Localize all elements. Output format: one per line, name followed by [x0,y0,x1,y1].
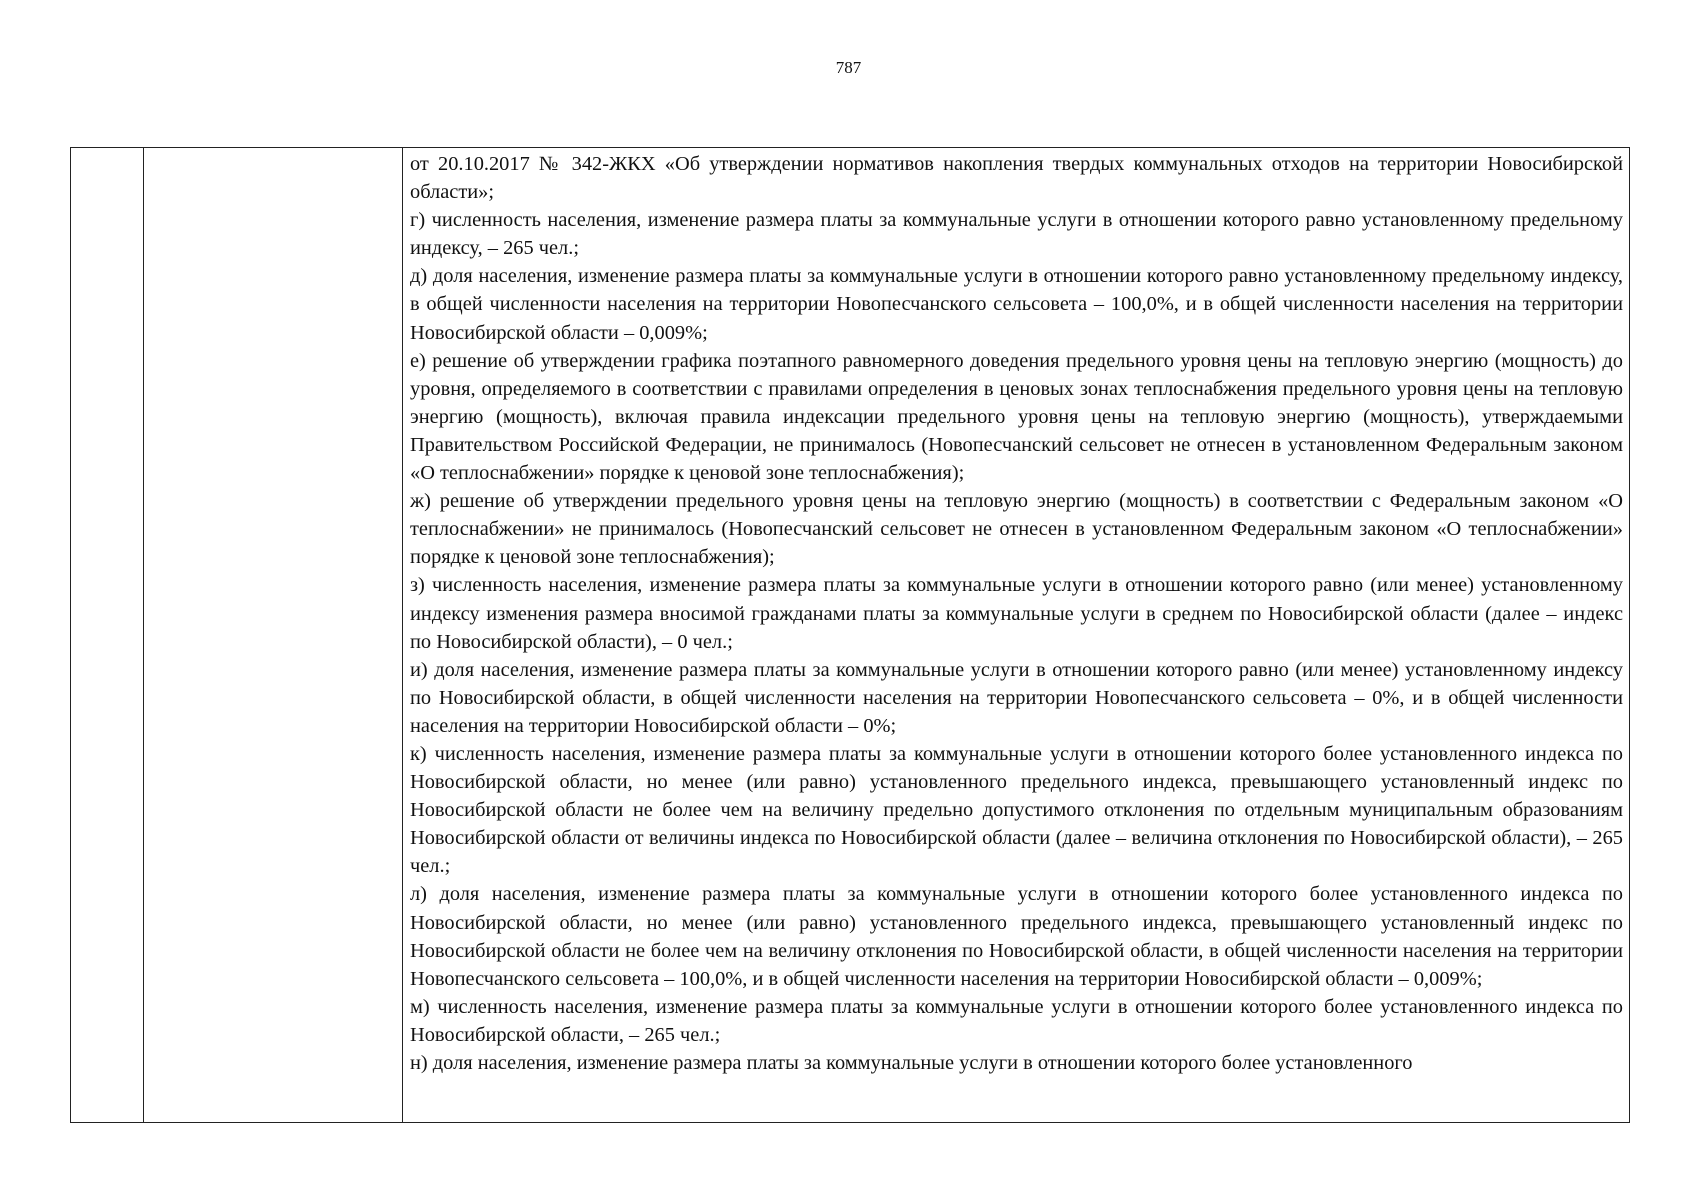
document-table [70,147,1630,1123]
table-cell-content [403,148,1630,1123]
page-number: 787 [835,58,862,77]
paragraph-e: е) решение об утверждении графика поэтапного равномерного доведения предельного уровня цены на тепловую энергию (мощность) до уровня, определяемого в соответствии с правилами определения в ценовых зонах теплоснабжения предельного уровня цены на тепловую энергию (мощность), включая правила индексации предельного уровня цены на тепловую энергию (мощность), утверждаемыми Правительством Российской Федерации, не принималось (Новопесчанский сельсовет не отнесен в установленном Федеральным законом «О теплоснабжении» порядке к ценовой зоне теплоснабжения); [410,349,1623,485]
paragraph-l: л) доля населения, изменение размера платы за коммунальные услуги в отношении которого более установленного индекса по Новосибирской области, но менее (или равно) установленного предельного индекса, превышающего установленный индекс по Новосибирской области не более чем на величину отклонения по Новосибирской области, в общей численности населения на территории Новопесчанского сельсовета – 100,0%, и в общей численности населения на территории Новосибирской области – 0,009%; [410,883,1623,990]
paragraph-n: н) доля населения, изменение размера платы за коммунальные услуги в отношении которого более установленного [410,1052,1413,1074]
paragraph-k: к) численность населения, изменение размера платы за коммунальные услуги в отношении которого более установленного индекса по Новосибирской области, но менее (или равно) установленного предельного индекса, превышающего установленный индекс по Новосибирской области не более чем на величину предельно допустимого отклонения по отдельным муниципальным образованиям Новосибирской области от величины индекса по Новосибирской области (далее – величина отклонения по Новосибирской области), – 265 чел.; [410,742,1623,878]
paragraph-z: з) численность населения, изменение размера платы за коммунальные услуги в отношении которого равно (или менее) установленному индексу изменения размера вносимой гражданами платы за коммунальные услуги в среднем по Новосибирской области (далее – индекс по Новосибирской области), – 0 чел.; [410,574,1623,653]
table-cell-number [71,148,144,1123]
paragraph-i: и) доля населения, изменение размера платы за коммунальные услуги в отношении которого равно (или менее) установленному индексу по Новосибирской области, в общей численности населения на территории Новопесчанского сельсовета – 0%, и в общей численности населения на территории Новосибирской области – 0%; [410,658,1623,737]
paragraph-d: д) доля населения, изменение размера платы за коммунальные услуги в отношении которого равно установленному предельному индексу, в общей численности населения на территории Новопесчанского сельсовета – 100,0%, и в общей численности населения на территории Новосибирской области – 0,009%; [410,265,1623,344]
table-cell-item [144,148,403,1123]
paragraph-order-reference: от 20.10.2017 № 342-ЖКХ «Об утверждении нормативов накопления твердых коммунальных отходов на территории Новосибирской области»; [410,153,1623,204]
paragraph-g: г) численность населения, изменение размера платы за коммунальные услуги в отношении которого равно установленному предельному индексу, – 265 чел.; [410,209,1623,260]
table-row [71,148,1630,1123]
paragraph-zh: ж) решение об утверждении предельного уровня цены на тепловую энергию (мощность) в соответствии с Федеральным законом «О теплоснабжении» не принималось (Новопесчанский сельсовет не отнесен в установленном Федеральным законом «О теплоснабжении» порядке к ценовой зоне теплоснабжения); [410,490,1623,569]
paragraph-m: м) численность населения, изменение размера платы за коммунальные услуги в отношении которого более установленного индекса по Новосибирской области, – 265 чел.; [410,995,1623,1046]
